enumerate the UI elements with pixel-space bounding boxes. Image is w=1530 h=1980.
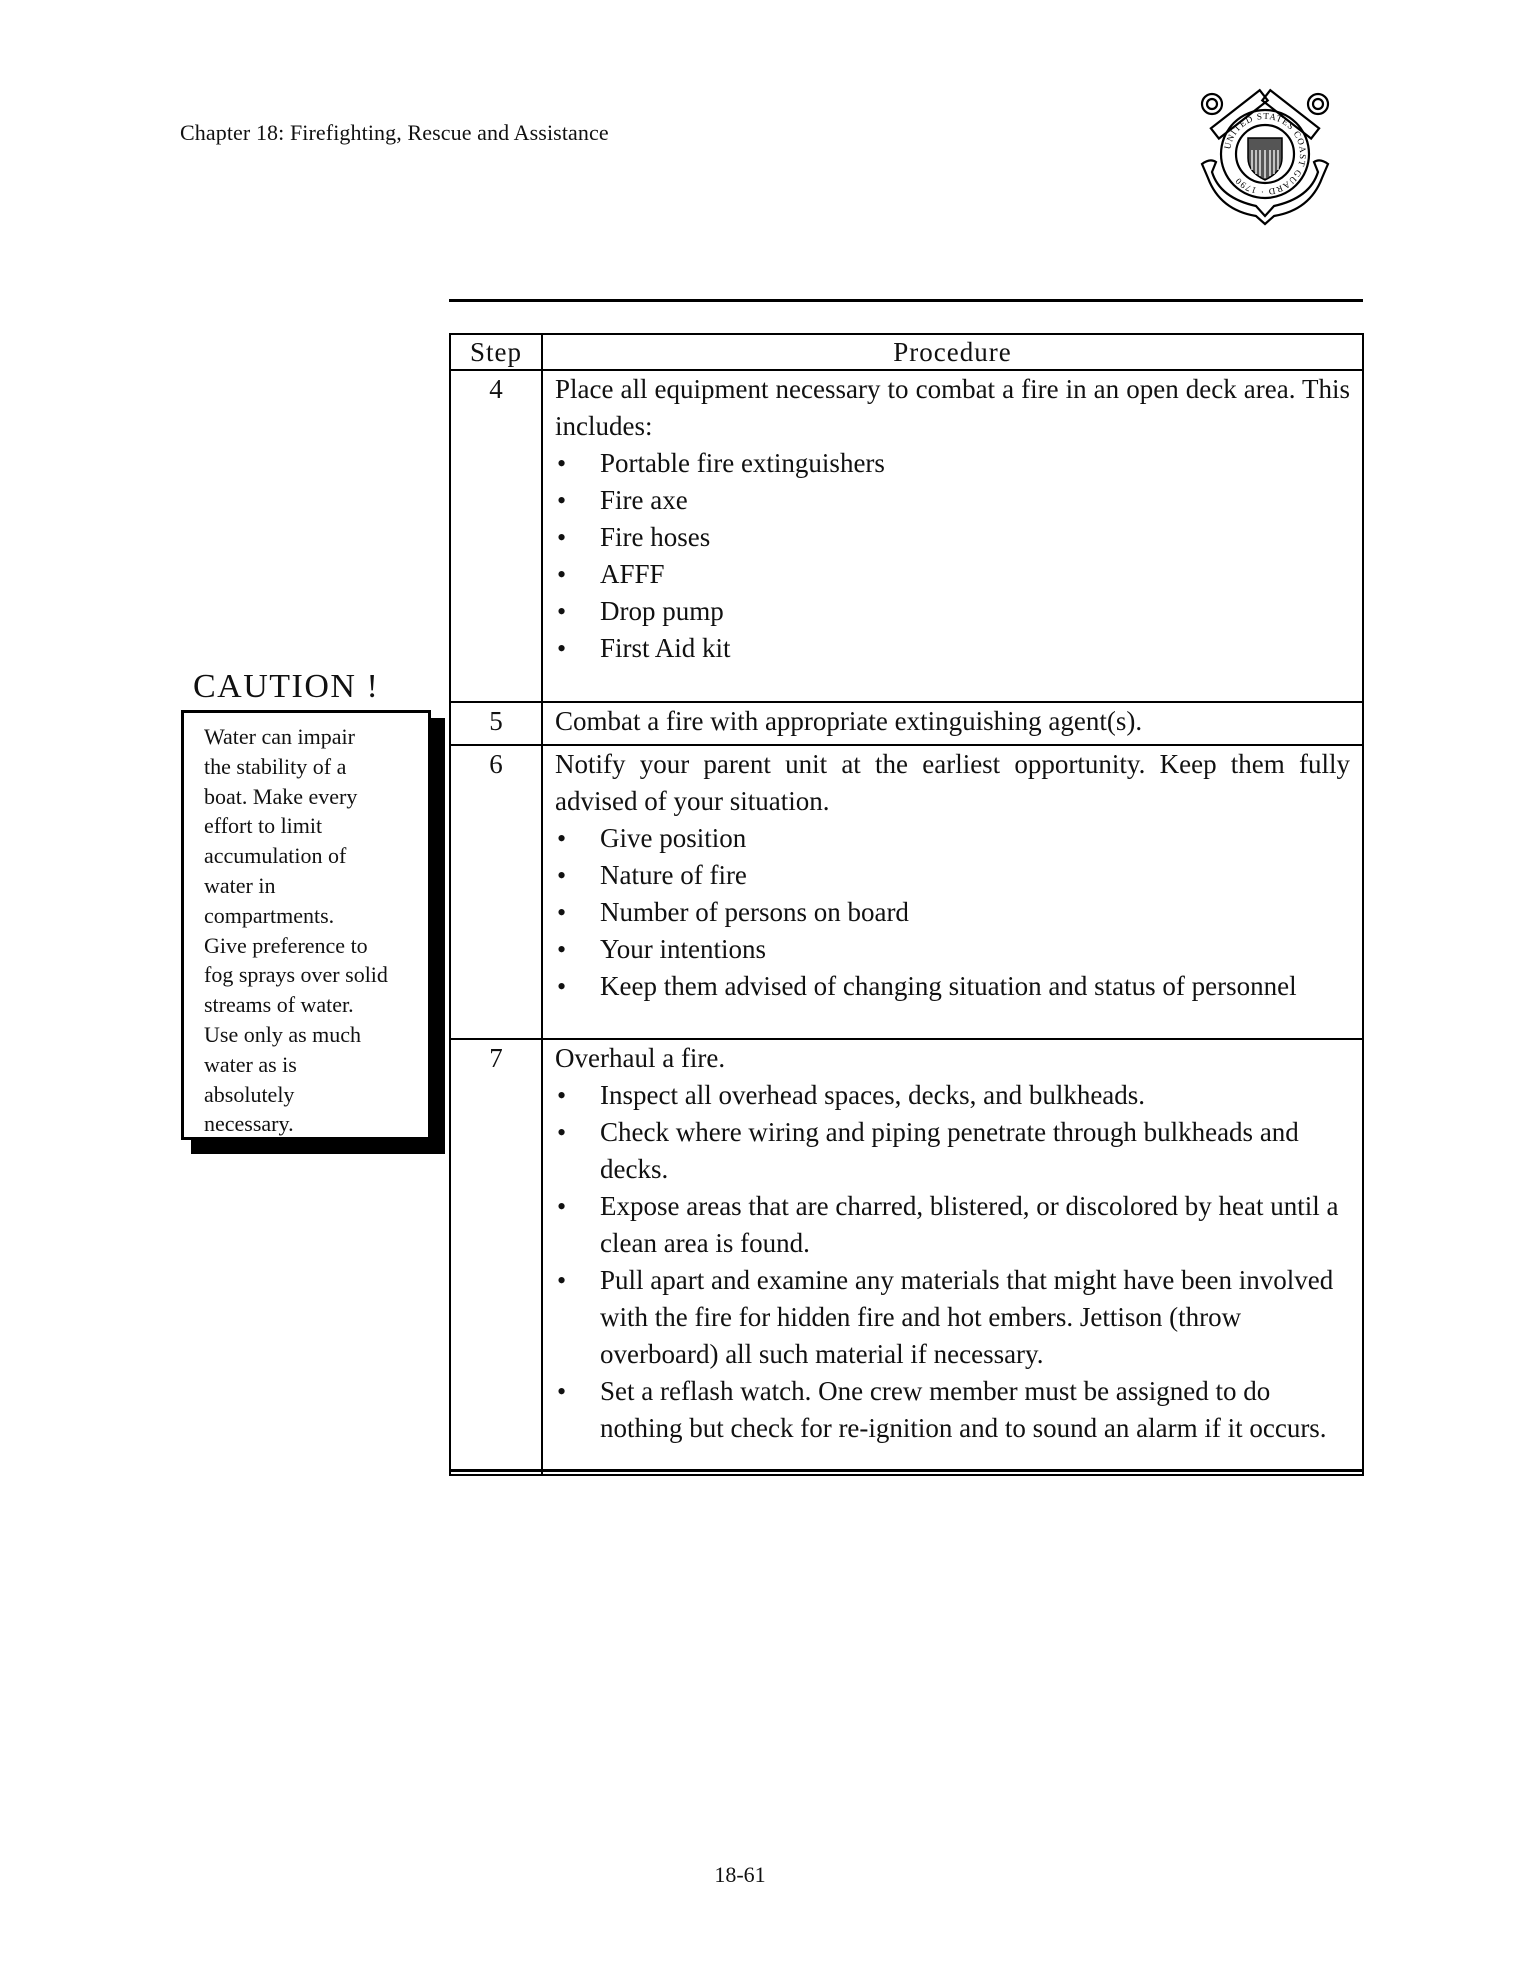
step-number: 7 xyxy=(450,1039,542,1475)
table-row xyxy=(450,702,1363,745)
bullet-list xyxy=(555,1077,1350,1447)
procedure-cell xyxy=(542,370,1363,702)
bullet-list xyxy=(555,820,1350,1005)
list-item: • Nature of fire xyxy=(555,857,1350,894)
list-item: • Drop pump xyxy=(555,593,1350,630)
caution-box xyxy=(181,710,431,1140)
procedure-table xyxy=(449,333,1364,1476)
caution-text-line: Give preference to xyxy=(204,932,368,958)
list-item: • Keep them advised of changing situation and status of personnel xyxy=(555,968,1350,1005)
list-item: • Number of persons on board xyxy=(555,894,1350,931)
caution-text-line: water in xyxy=(204,872,276,898)
procedure-text: Notify your parent unit at the earliest opportunity. Keep them fully advised of your situation. xyxy=(555,749,1350,816)
caution-text-line: Water can impair xyxy=(204,724,355,749)
step-number: 4 xyxy=(450,370,542,702)
list-item: • Your intentions xyxy=(555,931,1350,968)
column-header-procedure: Procedure xyxy=(542,334,1363,370)
list-item: • First Aid kit xyxy=(555,630,1350,667)
caution-text-line: the stability of a xyxy=(204,753,347,779)
procedure-cell xyxy=(542,1039,1363,1475)
list-item: • Fire axe xyxy=(555,482,1350,519)
procedure-text: Combat a fire with appropriate extinguishing agent(s). xyxy=(555,706,1143,736)
page-number: 18-61 xyxy=(714,1862,766,1887)
caution-text-line: streams of water. xyxy=(204,992,354,1018)
caution-text-line: effort to limit xyxy=(204,813,323,839)
caution-text-line: water as is xyxy=(204,1051,297,1077)
chapter-title: Chapter 18: Firefighting, Rescue and Assistance xyxy=(180,120,609,145)
us-coast-guard-seal-icon xyxy=(1190,88,1340,228)
list-item: • Set a reflash watch. One crew member must be assigned to do nothing but check for re-ignition and to sound an alarm if it occurs. xyxy=(555,1373,1350,1447)
list-item: • Portable fire extinguishers xyxy=(555,445,1350,482)
table-row xyxy=(450,370,1363,702)
table-header-row xyxy=(450,334,1363,370)
column-header-step: Step xyxy=(450,334,542,370)
list-item: • Expose areas that are charred, blistered, or discolored by heat until a clean area is found. xyxy=(555,1188,1350,1262)
list-item: • AFFF xyxy=(555,556,1350,593)
list-item: • Inspect all overhead spaces, decks, and bulkheads. xyxy=(555,1077,1350,1114)
caution-text-line: necessary. xyxy=(204,1111,294,1137)
procedure-cell xyxy=(542,702,1363,745)
caution-heading: CAUTION ! xyxy=(193,668,380,705)
caution-text-line: accumulation of xyxy=(204,843,347,869)
caution-text-line: Use only as much xyxy=(204,1021,362,1047)
step-number: 5 xyxy=(450,702,542,745)
list-item: • Give position xyxy=(555,820,1350,857)
caution-text-line: compartments. xyxy=(204,902,335,928)
caution-text-line: absolutely xyxy=(204,1081,295,1107)
table-row xyxy=(450,745,1363,1039)
bottom-rule xyxy=(449,1469,1363,1472)
procedure-text: Place all equipment necessary to combat a fire in an open deck area. This includes: xyxy=(555,374,1350,441)
procedure-cell xyxy=(542,745,1363,1039)
bullet-list xyxy=(555,445,1350,667)
table-row xyxy=(450,1039,1363,1475)
svg-text:UNITED STATES COAST GUARD · 17: UNITED STATES COAST GUARD · 1790 xyxy=(1222,110,1309,198)
top-rule xyxy=(449,299,1363,302)
list-item: • Pull apart and examine any materials that might have been involved with the fire for hidden fire and hot embers. Jettison (throw overboard) all such material if necessary. xyxy=(555,1262,1350,1373)
list-item: • Fire hoses xyxy=(555,519,1350,556)
step-number: 6 xyxy=(450,745,542,1039)
caution-text-line: fog sprays over solid xyxy=(204,962,388,988)
list-item: • Check where wiring and piping penetrate through bulkheads and decks. xyxy=(555,1114,1350,1188)
procedure-text: Overhaul a fire. xyxy=(555,1043,726,1073)
caution-text-line: boat. Make every xyxy=(204,783,358,809)
